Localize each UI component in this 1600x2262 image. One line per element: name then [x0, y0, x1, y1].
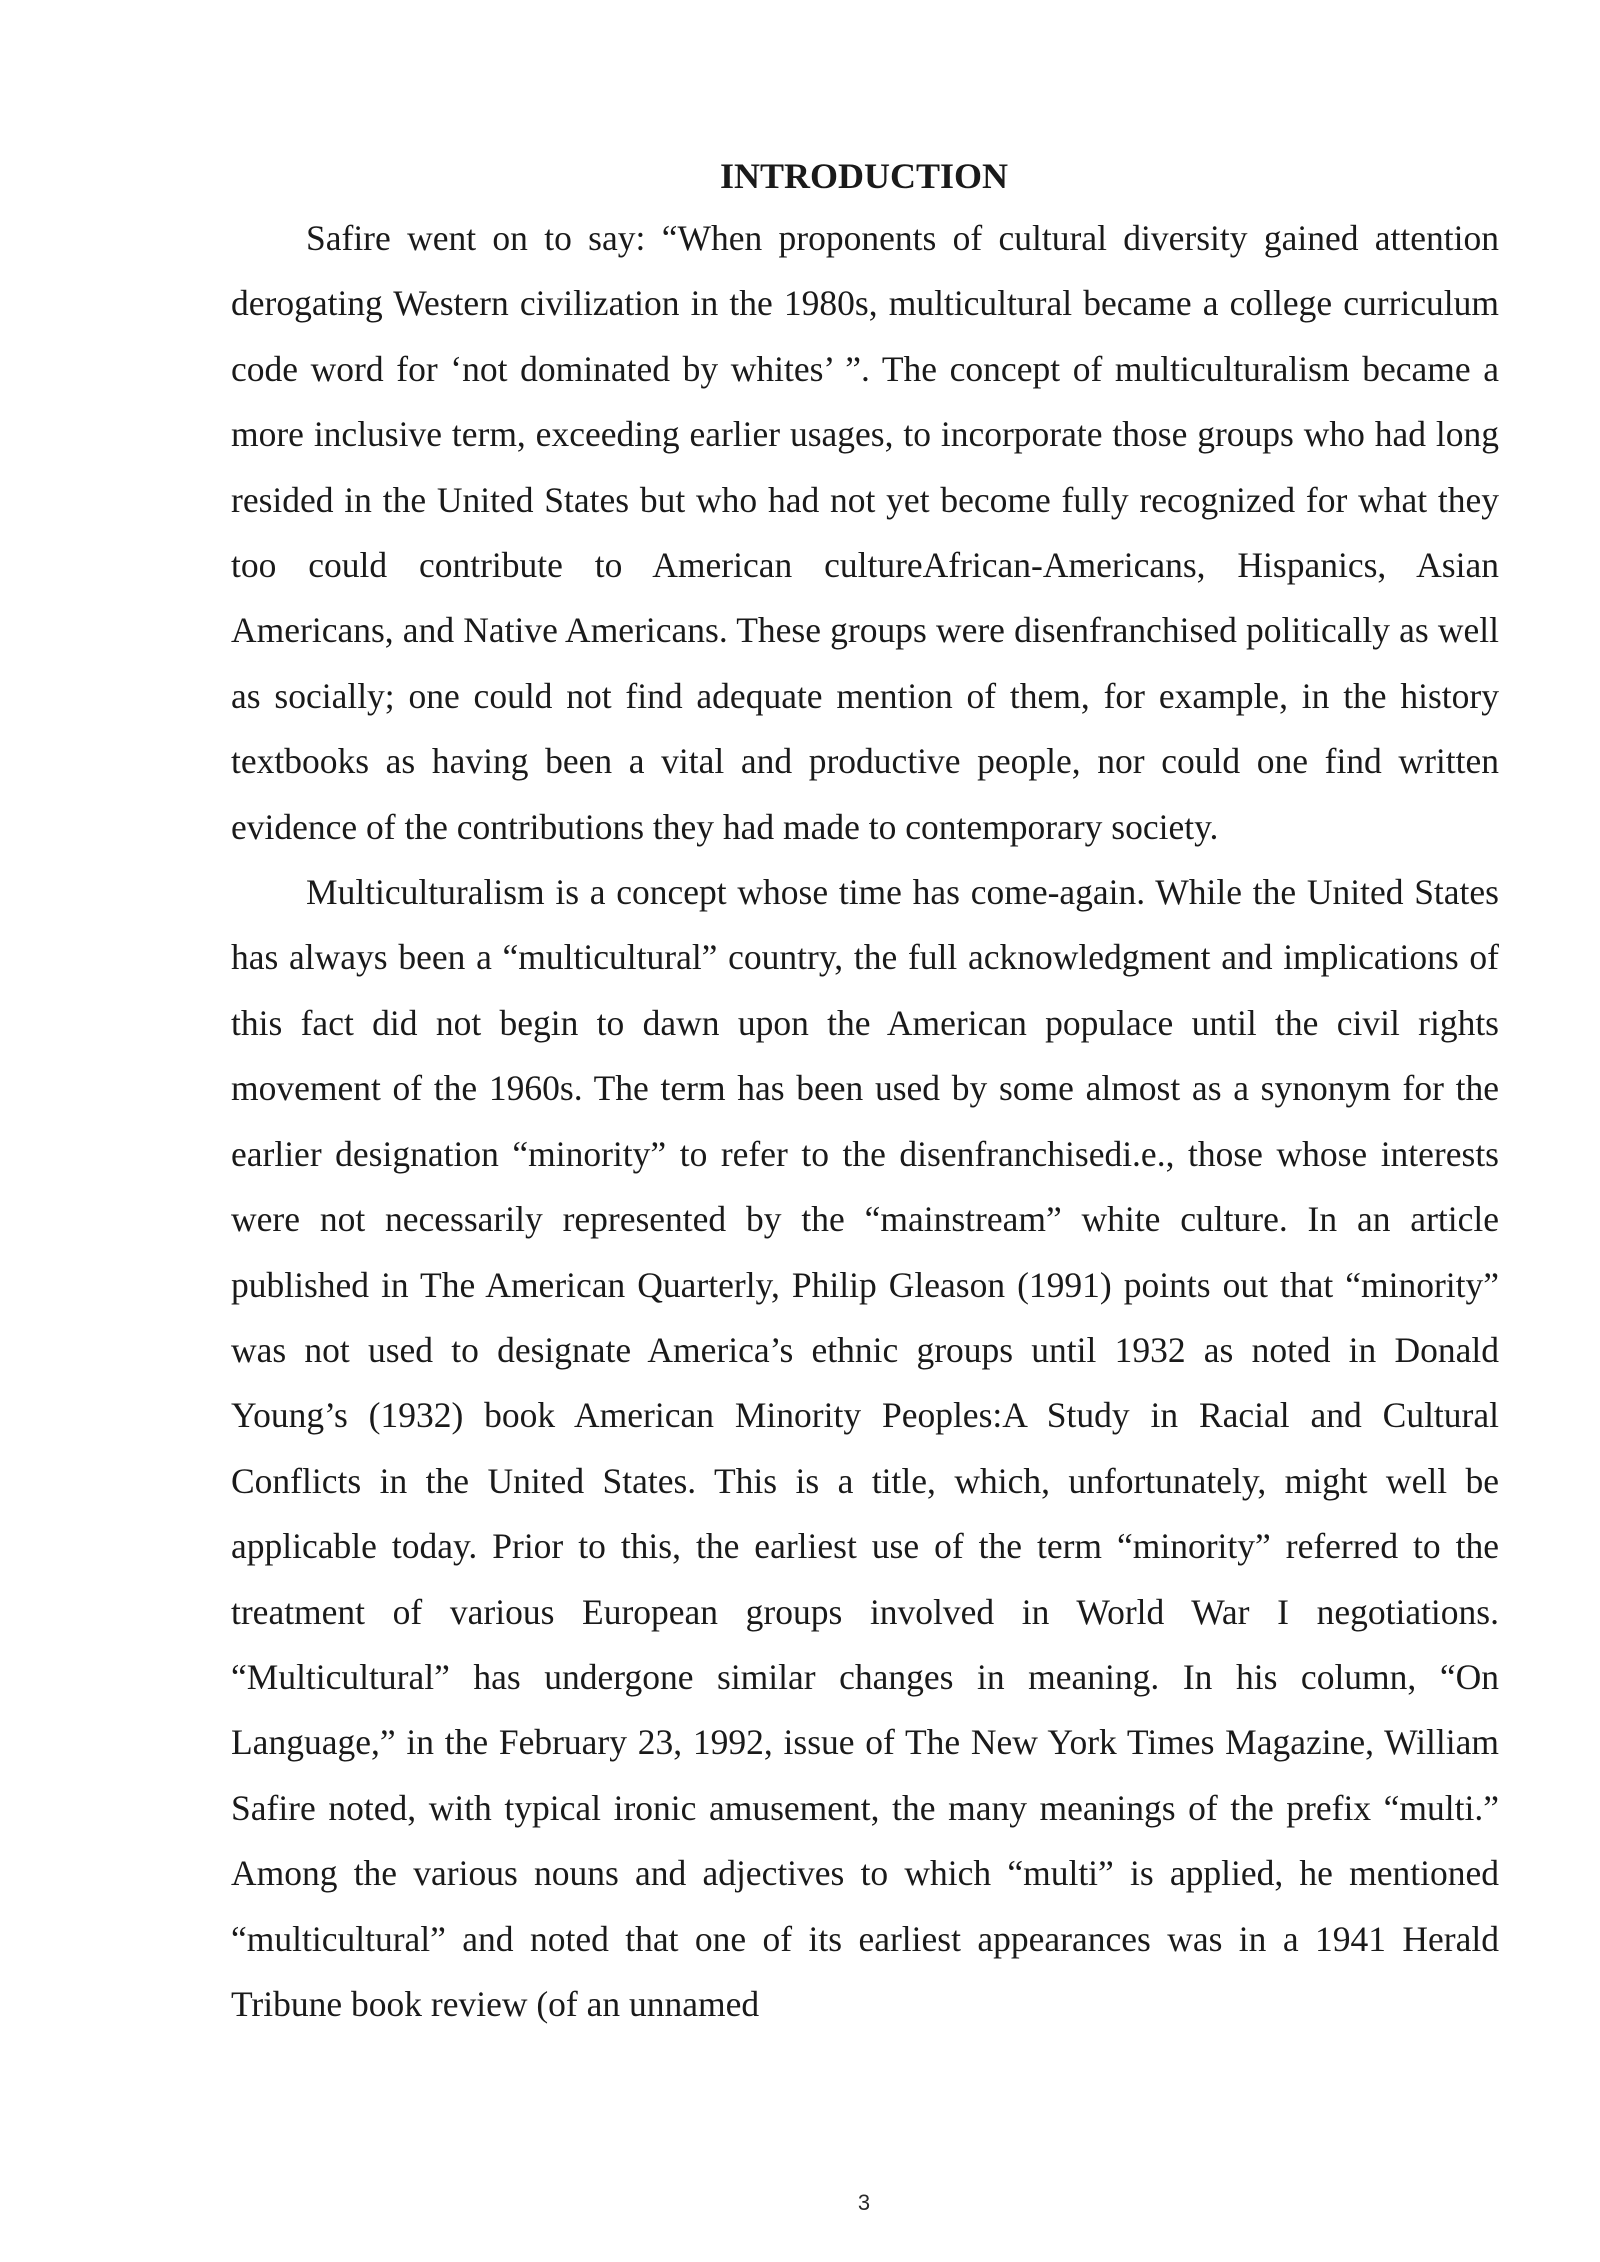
- page-number: 3: [857, 2190, 871, 2215]
- section-heading: INTRODUCTION: [719, 156, 1009, 196]
- paragraph-2: Multiculturalism is a concept whose time has come-again. While the United States has always been a “multicultural” country, the full acknowledgment and implications of this fact did not begin to dawn upon the American populace until the civil rights movement of the 1960s. The term has been used by some almost as a synonym for the earlier designation “minority” to refer to the disenfranchisedi.e., those whose interests were not necessarily represented by the “mainstream” white culture. In an article published in The American Quarterly, Philip Gleason (1991) points out that “minority” was not used to designate America’s ethnic groups until 1932 as noted in Donald Young’s (1932) book American Minority Peoples:A Study in Racial and Cultural Conflicts in the United States. This is a title, which, unfortunately, might well be applicable today. Prior to this, the earliest use of the term “minority” referred to the treatment of various European groups involved in World War I negotiations. “Multicultural” has undergone similar changes in meaning. In his column, “On Language,” in the February 23, 1992, issue of The New York Times Magazine, William Safire noted, with typical ironic amusement, the many meanings of the prefix “multi.” Among the various nouns and adjectives to which “multi” is applied, he mentioned “multicultural” and noted that one of its earliest appearances was in a 1941 Herald Tribune book review (of an unnamed: [231, 872, 1499, 2024]
- body-text: [231, 206, 1499, 2037]
- paragraph-1: Safire went on to say: “When proponents of cultural diversity gained attention derogating Western civilization in the 1980s, multicultural became a college curriculum code word for ‘not dominated by whites’ ”. The concept of multiculturalism became a more inclusive term, exceeding earlier usages, to incorporate those groups who had long resided in the United States but who had not yet become fully recognized for what they too could contribute to American cultureAfrican-Americans, Hispanics, Asian Americans, and Native Americans. These groups were disenfranchised politically as well as socially; one could not find adequate mention of them, for example, in the history textbooks as having been a vital and productive people, nor could one find written evidence of the contributions they had made to contemporary society.: [231, 218, 1499, 847]
